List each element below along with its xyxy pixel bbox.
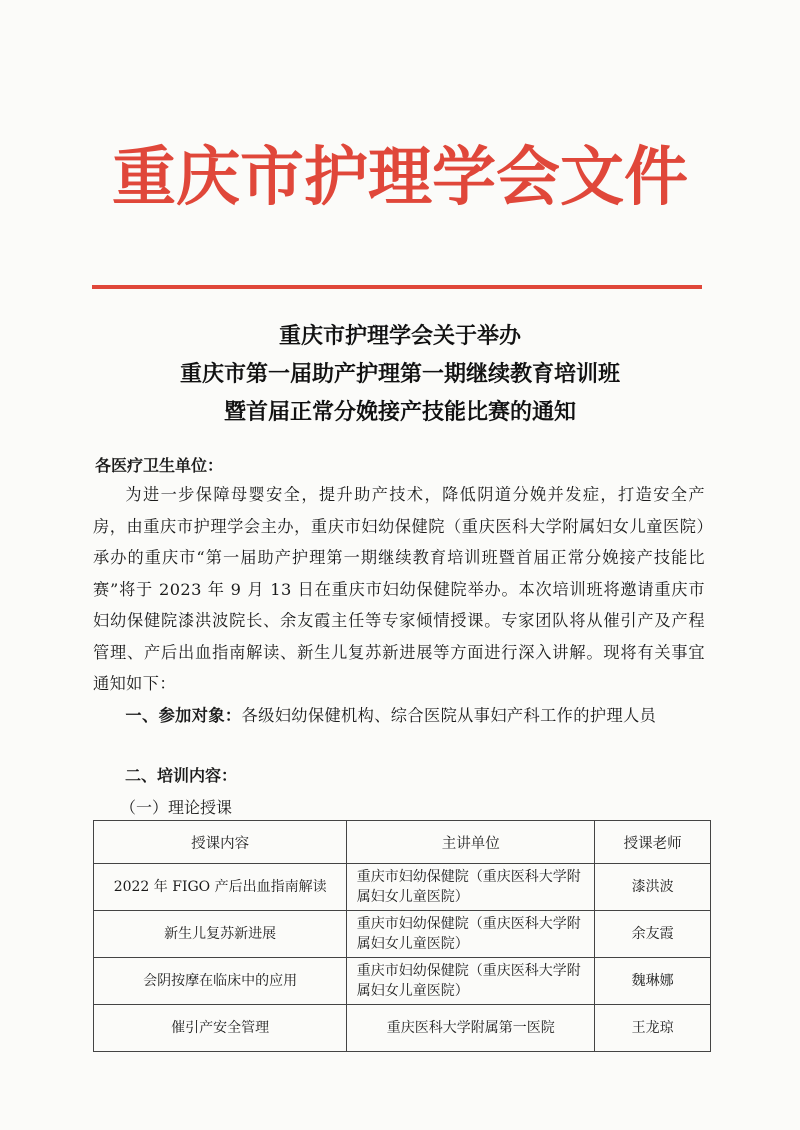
title-line-1: 重庆市护理学会关于举办 [278, 324, 521, 349]
cell-unit-text: 重庆市妇幼保健院（重庆医科大学附属妇女儿童医院） [356, 963, 581, 999]
table-row [94, 958, 711, 1005]
cell-unit [347, 864, 595, 911]
header-topic: 授课内容 [94, 821, 347, 864]
course-table [93, 820, 711, 1052]
table-header-row [94, 821, 711, 864]
table-row [94, 1005, 711, 1052]
cell-topic: 2022 年 FIGO 产后出血指南解读 [94, 864, 347, 911]
cell-unit [347, 958, 595, 1005]
cell-teacher: 漆洪波 [595, 864, 711, 911]
header-teacher: 授课老师 [595, 821, 711, 864]
cell-unit [347, 911, 595, 958]
cell-unit-text: 重庆市妇幼保健院（重庆医科大学附属妇女儿童医院） [356, 869, 581, 905]
intro-paragraph: 为进一步保障母婴安全，提升助产技术，降低阴道分娩并发症，打造安全产房，由重庆市护理学会主办，重庆市妇幼保健院（重庆医科大学附属妇女儿童医院）承办的重庆市“第一届助产护理第一期继续教育培训班暨首届正常分娩接产技能比赛”将于 2023 年 9 月 13 日在重庆市妇幼保健院举办。本次培训班将邀请重庆市妇幼保健院漆洪波院长、余友霞主任等专家倾情授课。专家团队将从催引产及产程管理、产后出血指南解读、新生儿复苏新进展等方面进行深入讲解。现将有关事宜通知如下： [93, 485, 705, 693]
cell-teacher: 余友霞 [595, 911, 711, 958]
cell-topic: 催引产安全管理 [94, 1005, 347, 1052]
table-row [94, 911, 711, 958]
cell-topic: 会阴按摩在临床中的应用 [94, 958, 347, 1005]
header-unit: 主讲单位 [347, 821, 595, 864]
section-participants [93, 700, 705, 732]
section-training-content-heading: 二、培训内容： [125, 766, 238, 785]
cell-unit-text: 重庆市妇幼保健院（重庆医科大学附属妇女儿童医院） [356, 916, 581, 952]
title-line-3: 暨首届正常分娩接产技能比赛的通知 [223, 400, 576, 425]
subsection-theory-heading: （一）理论授课 [120, 798, 233, 817]
cell-unit: 重庆医科大学附属第一医院 [347, 1005, 595, 1052]
cell-topic: 新生儿复苏新进展 [94, 911, 347, 958]
section-participants-text: 各级妇幼保健机构、综合医院从事妇产科工作的护理人员 [241, 706, 657, 725]
red-divider-rule [92, 285, 702, 289]
title-line-2: 重庆市第一届助产护理第一期继续教育培训班 [179, 362, 620, 387]
salutation: 各医疗卫生单位： [95, 456, 224, 475]
section-participants-label: 一、参加对象： [125, 706, 242, 725]
cell-teacher: 王龙琼 [595, 1005, 711, 1052]
table-row [94, 864, 711, 911]
document-masthead: 重庆市护理学会文件 [112, 141, 688, 215]
cell-teacher: 魏琳娜 [595, 958, 711, 1005]
notice-title [90, 318, 710, 432]
